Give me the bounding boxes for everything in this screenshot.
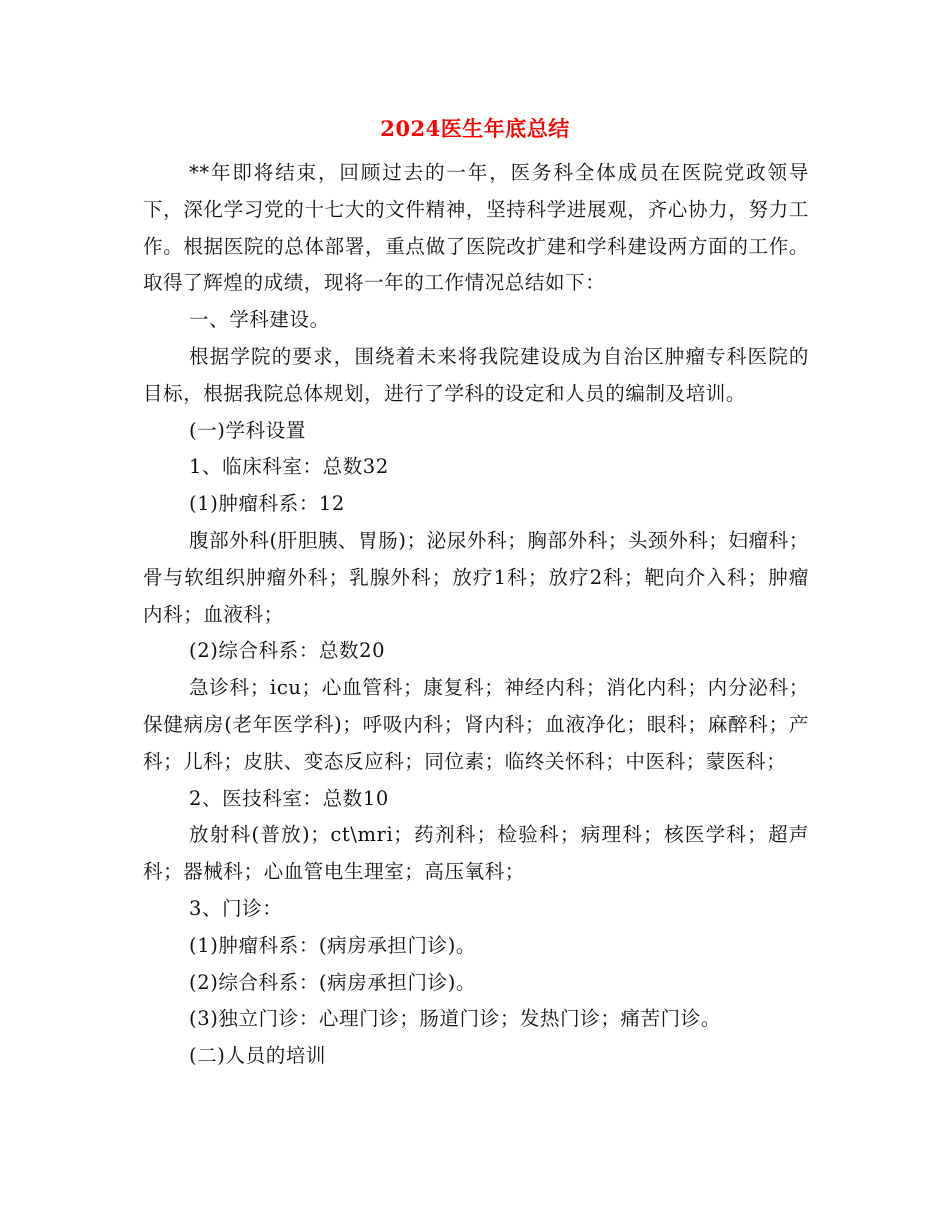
item-medical-tech-departments: 2、医技科室：总数10 (189, 786, 389, 810)
item-general-system: (2)综合科系：总数20 (189, 639, 386, 663)
item-outpatient: 3、门诊： (189, 896, 283, 920)
paragraph-intro: **年即将结束，回顾过去的一年，医务科全体成员在医院党政领导下，深化学习党的十七大的文件精神，坚持科学进展观，齐心协力，努力工作。根据医院的总体部署，重点做了医院改扩建和学科建设两方面的工作。取得了辉煌的成绩，现将一年的工作情况总结如下： (143, 161, 809, 295)
item-oncology-system: (1)肿瘤科系：12 (189, 492, 345, 516)
paragraph-discipline-goal: 根据学院的要求，围绕着未来将我院建设成为自治区肿瘤专科医院的目标，根据我院总体规划，进行了学科的设定和人员的编制及培训。 (143, 344, 809, 405)
document-body (143, 155, 809, 1075)
subheading-staff-training: (二)人员的培训 (189, 1044, 327, 1068)
paragraph-oncology-departments: 腹部外科(肝胆胰、胃肠)；泌尿外科；胸部外科；头颈外科；妇瘤科；骨与软组织肿瘤外科；乳腺外科；放疗1科；放疗2科；靶向介入科；肿瘤内科；血液科； (143, 528, 809, 626)
paragraph-general-departments: 急诊科；icu；心血管科；康复科；神经内科；消化内科；内分泌科；保健病房(老年医学科)；呼吸内科；肾内科；血液净化；眼科；麻醉科；产科；儿科；皮肤、变态反应科；同位素；临终关怀科；中医科；蒙医科； (143, 676, 809, 773)
subheading-discipline-setup: (一)学科设置 (189, 418, 306, 442)
heading-discipline-construction: 一、学科建设。 (189, 308, 330, 332)
item-clinical-departments: 1、临床科室：总数32 (189, 455, 389, 479)
paragraph-medical-tech-list: 放射科(普放)；ct\mri；药剂科；检验科；病理科；核医学科；超声科；器械科；心血管电生理室；高压氧科； (143, 823, 809, 884)
item-outpatient-general: (2)综合科系：(病房承担门诊)。 (189, 970, 477, 994)
document-title: 2024医生年底总结 (380, 116, 570, 141)
item-outpatient-oncology: (1)肿瘤科系：(病房承担门诊)。 (189, 933, 477, 957)
item-outpatient-independent: (3)独立门诊：心理门诊；肠道门诊；发热门诊；痛苦门诊。 (189, 1007, 721, 1031)
